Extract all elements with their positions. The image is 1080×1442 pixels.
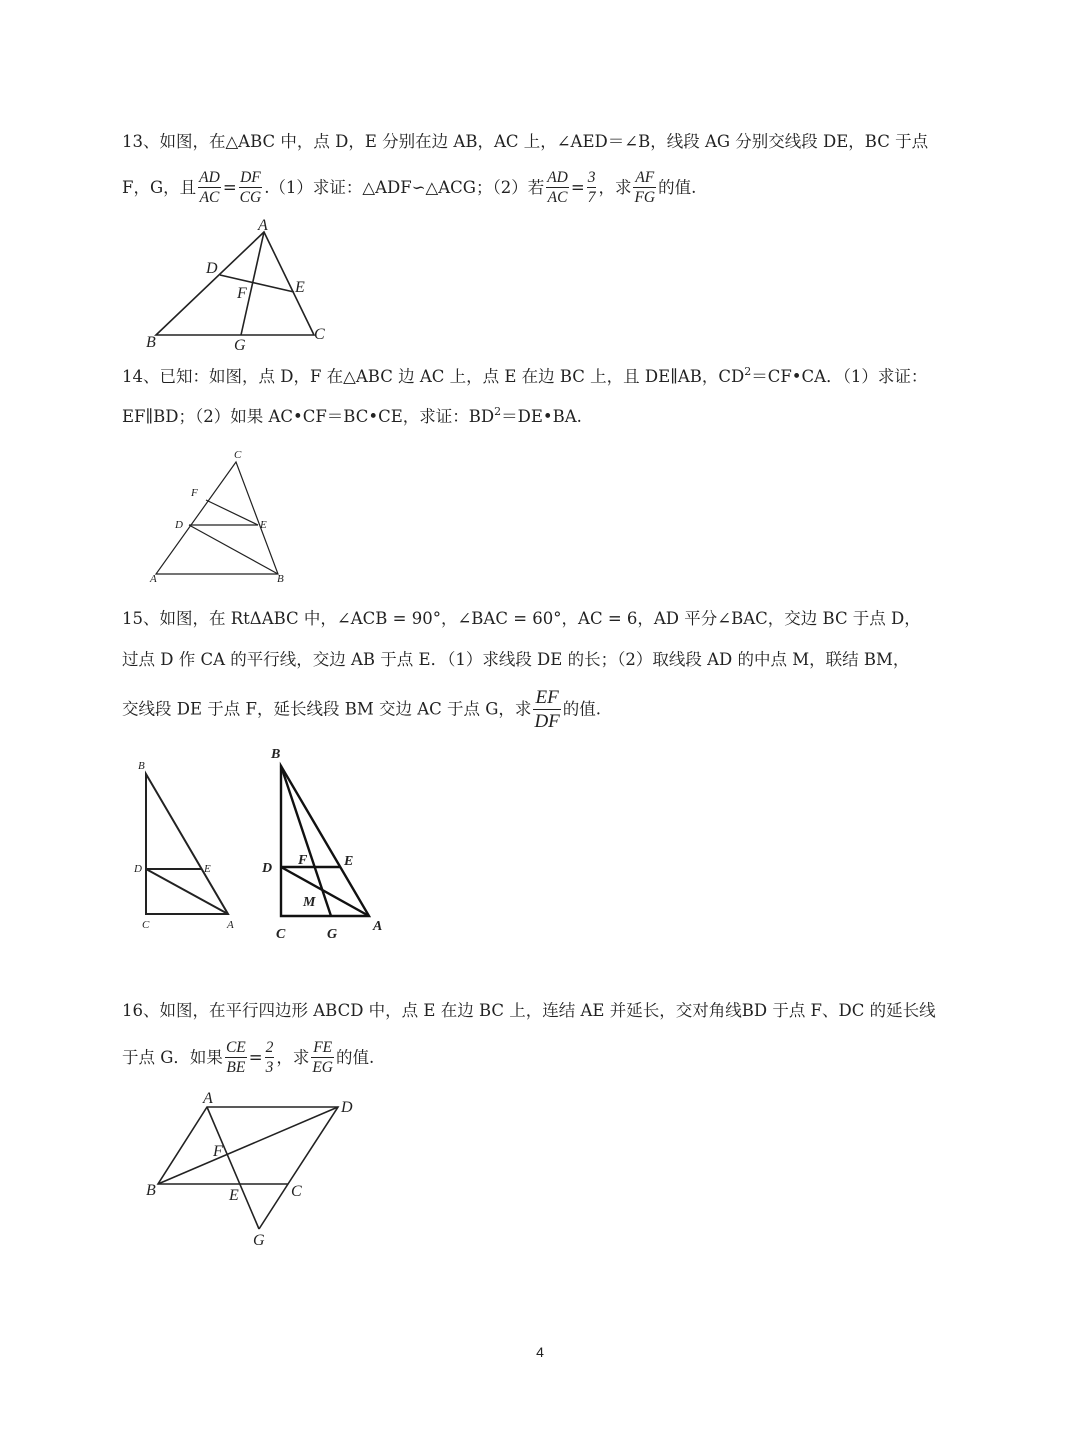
q15-figure-2: [281, 766, 369, 916]
q13-text-d: 的值.: [658, 177, 697, 197]
q13-fraction-ad-ac-2: $\frac{AD}{AC}$: [547, 169, 568, 207]
q16-text-c: 的值.: [336, 1047, 375, 1067]
q13-text-a: F，G，且: [122, 177, 197, 197]
q15-fig2-label-m: M: [303, 895, 316, 910]
q13-fraction-3-7: $\frac{3}{7}$: [587, 169, 596, 207]
q15-fig2-label-f: F: [298, 853, 308, 868]
q16-figure: [158, 1107, 338, 1229]
q13-figure: [156, 232, 314, 335]
q15-fig1-label-c: C: [142, 919, 150, 931]
q14-figure: [156, 462, 278, 574]
q15-fig2-label-g: G: [327, 927, 338, 942]
q14-label-a: A: [150, 573, 157, 585]
q13-line1: 13、如图，在△ABC 中，点 D，E 分别在边 AB，AC 上，∠AED＝∠B，线段 AG 分别交线段 DE，BC 于点: [122, 132, 929, 151]
q16-label-f: F: [213, 1143, 223, 1160]
q14-text-a: 14、已知：如图，点 D，F 在△ABC 边 AC 上，点 E 在边 BC 上，且 DE∥AB，CD: [122, 367, 745, 386]
q13-fraction-ad-ac: $\frac{AD}{AC}$: [199, 169, 220, 207]
q13-text-c: ，求: [598, 177, 632, 197]
q13-label-a: A: [258, 217, 268, 234]
q14-triangle-abc: [156, 462, 278, 574]
q14-superscript-2: 2: [494, 405, 502, 418]
q16-label-e: E: [229, 1187, 239, 1204]
q16-label-g: G: [253, 1232, 265, 1249]
q15-triangle-1: [146, 774, 228, 914]
q16-segment-cg: [259, 1184, 288, 1229]
q15-fig2-segment-bg: [281, 766, 331, 916]
q15-line2: 过点 D 作 CA 的平行线，交边 AB 于点 E．（1）求线段 DE 的长；（2）取线段 AD 的中点 M，联结 BM，: [122, 650, 910, 669]
q15-fig1-label-d: D: [134, 863, 142, 875]
q16-label-a: A: [203, 1090, 213, 1107]
q14-text-d: ＝DE•BA.: [501, 407, 582, 426]
q16-label-c: C: [291, 1183, 302, 1200]
q16-fraction-2-3: $\frac{2}{3}$: [265, 1039, 274, 1077]
q16-equals: =: [248, 1047, 263, 1067]
q16-line2: [122, 1040, 374, 1077]
q16-fraction-fe-eg: $\frac{FE}{EG}$: [312, 1039, 333, 1077]
q14-label-e: E: [260, 519, 267, 531]
q13-label-e: E: [295, 279, 305, 296]
q13-label-f: F: [237, 285, 247, 302]
q13-equals: =: [222, 177, 237, 197]
q14-text-c: EF∥BD；（2）如果 AC•CF＝BC•CE，求证：BD: [122, 407, 495, 426]
q15-fig1-label-e: E: [204, 863, 211, 875]
q16-segment-ag: [207, 1107, 259, 1229]
q14-label-f: F: [191, 487, 198, 499]
q15-fig2-label-b: B: [271, 747, 281, 762]
q15-fig2-label-e: E: [344, 854, 354, 869]
q14-label-c: C: [234, 449, 242, 461]
q13-segment-de: [220, 275, 294, 292]
q14-line1: [122, 366, 927, 386]
q13-equals-2: =: [570, 177, 585, 197]
q16-line1: 16、如图，在平行四边形 ABCD 中，点 E 在边 BC 上，连结 AE 并延长，交对角线BD 于点 F、DC 的延长线: [122, 1001, 936, 1020]
q16-fraction-ce-be: $\frac{CE}{BE}$: [225, 1039, 246, 1077]
q14-segment-fe: [206, 500, 258, 525]
q13-label-c: C: [314, 326, 325, 343]
q15-fig1-label-a: A: [227, 919, 234, 931]
q15-fraction-ef-df: $\frac{EF}{DF}$: [534, 687, 560, 732]
q15-line1: 15、如图，在 RtΔABC 中，∠ACB = 90°，∠BAC = 60°，AC = 6，AD 平分∠BAC，交边 BC 于点 D，: [122, 609, 921, 628]
q13-label-b: B: [146, 334, 156, 351]
q15-text-b: 的值.: [562, 699, 602, 719]
q15-fig1-label-b: B: [138, 760, 145, 772]
q14-label-d: D: [175, 519, 183, 531]
q15-triangle-2: [281, 766, 369, 916]
q14-segment-db: [189, 525, 278, 574]
page-number: 4: [536, 1344, 544, 1360]
q13-fraction-df-cg: $\frac{DF}{CG}$: [239, 169, 262, 207]
q15-text-a: 交线段 DE 于点 F，延长线段 BM 交边 AC 于点 G，求: [122, 699, 532, 719]
q15-fig2-label-d: D: [262, 861, 273, 876]
q14-text-b: ＝CF•CA．（1）求证：: [751, 367, 928, 386]
q16-label-b: B: [146, 1182, 156, 1199]
q15-fig2-label-c: C: [276, 927, 286, 942]
q13-label-d: D: [206, 260, 218, 277]
q14-superscript-1: 2: [744, 365, 752, 378]
q15-figure-1: [146, 774, 228, 914]
q16-label-d: D: [341, 1099, 353, 1116]
q16-diagonal-bd: [158, 1107, 338, 1184]
q15-line3: [122, 688, 601, 732]
q13-text-b: .（1）求证：△ADF∽△ACG；（2）若: [264, 177, 545, 197]
q13-label-g: G: [234, 337, 246, 354]
q15-fig2-label-a: A: [373, 919, 383, 934]
q16-text-b: ，求: [276, 1047, 310, 1067]
q14-line2: [122, 406, 582, 426]
q13-triangle-abc: [156, 232, 314, 335]
q14-label-b: B: [277, 573, 284, 585]
q16-text-a: 于点 G．如果: [122, 1047, 223, 1067]
q13-fraction-af-fg: $\frac{AF}{FG}$: [634, 169, 656, 207]
